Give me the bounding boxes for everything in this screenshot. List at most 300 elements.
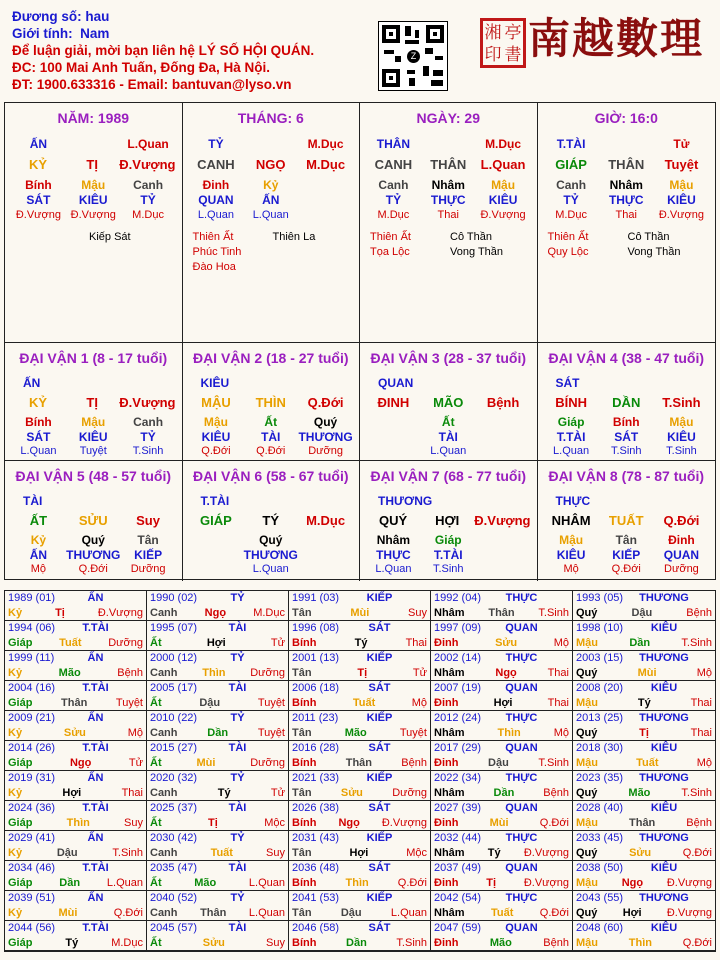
dai-van-title: ĐẠI VẬN 5 (48 - 57 tuổi) [15, 468, 172, 484]
year-label: 2002 (14) [434, 652, 482, 664]
dai-van-can-chi-cell: TUẤT [608, 513, 644, 528]
dai-van-can-chi-cell: HỢI [435, 513, 460, 528]
year-cell [5, 711, 147, 741]
dai-van-can-chi-cell: Q.Đới [663, 513, 700, 528]
year-cell [5, 741, 147, 771]
dai-van-hidden-cell: Mậu [203, 415, 228, 429]
dai-van-gods-cell: THỰC [376, 548, 411, 562]
year-cell [573, 591, 715, 621]
year-branch: Tị [357, 667, 368, 679]
pillar-hidden-gods [366, 193, 531, 207]
star-right: Vong Thần [627, 246, 681, 258]
year-cell [289, 651, 431, 681]
year-branch: Tý [487, 847, 501, 859]
year-ganzhi [576, 757, 712, 769]
year-stage: M.Dục [253, 607, 285, 619]
year-stage: Q.Đới [539, 907, 569, 919]
year-branch: Mùi [58, 907, 78, 919]
pillar-top-god-cell: TỶ [208, 137, 224, 151]
year-cell [147, 771, 289, 801]
dai-van-stages [189, 563, 354, 575]
dai-van-stages-cell: Mộ [563, 563, 579, 575]
dai-van-stages-cell: Mộ [30, 563, 47, 575]
year-stage: Thai [547, 697, 569, 709]
year-stem: Quý [576, 727, 598, 739]
year-god: THƯƠNG [639, 592, 689, 604]
dai-van-hidden [11, 415, 176, 429]
year-ganzhi [292, 787, 427, 799]
year-branch: Dần [629, 637, 651, 649]
pillar-hidden-gods-cell: THỰC [608, 193, 644, 207]
dai-van-stages [189, 445, 354, 457]
dai-van-cell [183, 343, 361, 461]
year-stage: Tuyệt [257, 697, 285, 709]
year-cell [289, 801, 431, 831]
year-branch: Dậu [199, 697, 221, 709]
dai-van-title: ĐẠI VẬN 2 (18 - 27 tuổi) [192, 350, 349, 366]
year-stage: Thai [405, 637, 427, 649]
year-stage: Thai [690, 697, 712, 709]
dai-van-title: ĐẠI VẬN 4 (38 - 47 tuổi) [548, 350, 705, 366]
brand-logo: 南越數理 [528, 14, 705, 63]
year-ganzhi [8, 817, 143, 829]
star-left: Tọa Lộc [370, 246, 410, 258]
pillar-can-chi [544, 157, 710, 172]
year-stem: Ất [150, 817, 162, 829]
dai-van-can-chi-cell: M.Dục [306, 513, 346, 528]
year-god: KIẾP [366, 892, 393, 904]
year-label: 2039 (51) [8, 892, 56, 904]
year-god: THƯƠNG [639, 772, 689, 784]
dai-van-cell [360, 343, 538, 461]
year-branch: Tuất [352, 697, 376, 709]
year-branch: Mão [628, 787, 651, 799]
dai-van-gods [366, 430, 531, 444]
year-god: SÁT [368, 862, 391, 874]
year-god: TÀI [228, 802, 247, 814]
year-label: 2003 (15) [576, 652, 624, 664]
year-branch: Hợi [493, 697, 513, 709]
dai-van-stages [11, 563, 176, 575]
year-branch: Ngọ [69, 757, 92, 769]
year-ganzhi [576, 607, 712, 619]
pillar-hidden-stems-cell: Nhâm [609, 178, 643, 192]
year-label: 2046 (58) [292, 922, 340, 934]
dai-van-hidden-cell: Ất [264, 415, 278, 429]
pillar-can-chi-cell: NGỌ [255, 157, 286, 172]
year-ganzhi [576, 937, 712, 949]
pillar-hidden-stems [366, 178, 531, 192]
dai-van-stages [366, 445, 531, 457]
year-stem: Giáp [8, 757, 33, 769]
year-god: TỶ [230, 832, 245, 844]
year-stem: Tân [292, 667, 312, 679]
year-cell [431, 621, 573, 651]
year-label: 1994 (06) [8, 622, 56, 634]
pillar-top-god-cell: M.Dục [485, 137, 522, 151]
year-stage: Bệnh [686, 817, 712, 829]
dai-van-gods [11, 430, 176, 444]
year-label: 2020 (32) [150, 772, 198, 784]
pillar-hidden-stems [11, 178, 176, 192]
year-branch: Ngọ [204, 607, 227, 619]
year-cell [5, 621, 147, 651]
dai-van-can-chi [544, 513, 710, 528]
dai-van-stages-cell: L.Quan [430, 445, 467, 457]
dai-van-can-chi-cell: T.Sinh [662, 395, 701, 410]
year-stage: Bệnh [117, 667, 143, 679]
year-stage: Tuyệt [399, 727, 427, 739]
year-cell [147, 681, 289, 711]
dai-van-god: KIÊU [200, 376, 230, 390]
dai-van-gods-cell: KIÊU [201, 430, 231, 444]
year-label: 2024 (36) [8, 802, 56, 814]
year-label: 2034 (46) [8, 862, 56, 874]
pillar-stages-cell: M.Dục [555, 209, 587, 221]
dai-van-can-chi-cell: DẦN [612, 395, 641, 410]
pillar-cell [538, 103, 716, 343]
year-label: 2005 (17) [150, 682, 198, 694]
dai-van-god: T.TÀI [200, 494, 230, 508]
year-ganzhi [292, 817, 427, 829]
year-branch: Thìn [202, 667, 226, 679]
year-stage: Mộ [411, 697, 427, 709]
dai-van-gods-cell: KIÊU [667, 430, 696, 444]
year-stage: L.Quan [390, 907, 427, 919]
year-cell [431, 711, 573, 741]
year-stem: Canh [150, 607, 178, 619]
dai-van-hidden-cell: Kỷ [30, 533, 47, 547]
pillar-stages [189, 209, 354, 221]
pillar-stages-cell: Đ.Vượng [658, 209, 704, 221]
dai-van-cell [538, 343, 716, 461]
year-stem: Ất [150, 937, 162, 949]
dai-van-cell [538, 461, 716, 581]
dai-van-hidden-cell: Bính [25, 415, 52, 429]
year-stage: Mộc [264, 817, 285, 829]
dai-van-cell [183, 461, 361, 581]
year-label: 1992 (04) [434, 592, 482, 604]
year-ganzhi [292, 847, 427, 859]
year-branch: Dậu [340, 907, 362, 919]
dai-van-title: ĐẠI VẬN 7 (68 - 77 tuổi) [370, 468, 527, 484]
year-god: QUAN [505, 922, 538, 934]
year-ganzhi [8, 907, 143, 919]
pillar-top-god [11, 137, 176, 151]
year-branch: Dậu [488, 757, 509, 769]
dai-van-can-chi-cell: BÍNH [555, 395, 587, 410]
year-label: 2037 (49) [434, 862, 482, 874]
year-cell [289, 831, 431, 861]
year-stem: Quý [576, 607, 598, 619]
year-branch: Hợi [62, 787, 82, 799]
dai-van-hidden-cell: Quý [81, 533, 105, 547]
year-stage: Thai [121, 787, 143, 799]
year-stem: Kỷ [8, 727, 23, 739]
year-stem: Ất [150, 697, 162, 709]
dai-van-can-chi-cell: Đ.Vượng [119, 395, 176, 410]
year-label: 2008 (20) [576, 682, 624, 694]
year-label: 2022 (34) [434, 772, 482, 784]
pillar-top-god [366, 137, 531, 151]
year-stage: T.Sinh [112, 847, 143, 859]
owner-line: Đương số: hau [12, 9, 110, 24]
year-branch: Hợi [206, 637, 226, 649]
year-cell [431, 921, 573, 951]
year-ganzhi [576, 637, 712, 649]
dai-van-stages-cell: T.Sinh [132, 445, 164, 457]
dai-van-gods-cell [189, 548, 244, 562]
year-god: QUAN [505, 682, 538, 694]
year-stem: Tân [292, 727, 312, 739]
dai-van-title: ĐẠI VẬN 1 (8 - 17 tuổi) [19, 350, 168, 366]
year-god: THƯƠNG [639, 892, 689, 904]
year-stem: Kỷ [8, 847, 23, 859]
year-ganzhi [150, 697, 285, 709]
year-ganzhi [292, 877, 427, 889]
dai-van-stages-cell: Tuyệt [79, 445, 107, 457]
pillar-top-god-cell: M.Dục [307, 137, 344, 151]
year-stage: Đ.Vượng [97, 607, 143, 619]
year-ganzhi [8, 607, 143, 619]
dai-van-can-chi-cell: ĐINH [377, 395, 410, 410]
pillar-stages-cell: M.Dục [132, 209, 164, 221]
pillar-can-chi-cell: M.Dục [306, 157, 346, 172]
dai-van-gods-cell: T.TÀI [556, 430, 586, 444]
year-stage: Bệnh [401, 757, 427, 769]
year-god: QUAN [505, 742, 538, 754]
dai-van-gods-cell [298, 548, 353, 562]
dai-van-gods-cell: ẤN [29, 548, 48, 562]
star-left: Phúc Tinh [192, 246, 242, 258]
pillar-can-chi-cell: Đ.Vượng [119, 157, 176, 172]
dai-van-stages-cell [476, 563, 531, 575]
year-stage: Bệnh [686, 607, 712, 619]
star-left: Thiên Ất [370, 231, 411, 243]
dai-van-gods-cell: TỶ [140, 430, 156, 444]
year-label: 2047 (59) [434, 922, 482, 934]
year-branch: Mão [58, 667, 81, 679]
year-god: SÁT [368, 682, 391, 694]
dai-van-hidden-cell: Nhâm [376, 533, 411, 547]
year-cell [147, 861, 289, 891]
owner-name: hau [85, 9, 110, 24]
year-ganzhi [8, 937, 143, 949]
year-cell [147, 591, 289, 621]
year-branch: Thìn [628, 937, 652, 949]
year-ganzhi [576, 907, 712, 919]
dai-van-gods-cell [476, 548, 531, 562]
year-stage: L.Quan [248, 877, 285, 889]
qr-code[interactable] [378, 21, 448, 91]
year-branch: Thân [488, 607, 515, 619]
year-label: 2006 (18) [292, 682, 340, 694]
year-label: 2045 (57) [150, 922, 198, 934]
pillar-can-chi-cell: TỊ [86, 157, 98, 172]
year-stem: Ất [150, 637, 162, 649]
gender-value: Nam [80, 26, 110, 41]
year-cell [289, 921, 431, 951]
year-ganzhi [8, 727, 143, 739]
year-god: THỰC [505, 892, 538, 904]
dai-van-gods-cell: THƯƠNG [298, 430, 353, 444]
year-branch: Dần [59, 877, 81, 889]
year-ganzhi [434, 937, 569, 949]
dai-van-hidden-cell: Quý [259, 533, 283, 547]
year-cell [573, 861, 715, 891]
year-cell [289, 771, 431, 801]
star-left: Thiên Ất [547, 231, 589, 243]
year-stage: Q.Đới [682, 847, 712, 859]
year-ganzhi [150, 787, 285, 799]
dai-van-can-chi-cell: SỬU [78, 513, 108, 528]
pillar-top-god-cell [421, 137, 476, 151]
year-god: SÁT [368, 922, 391, 934]
year-branch: Thân [629, 817, 656, 829]
pillar-can-chi-cell: CANH [197, 157, 235, 172]
year-branch: Tý [217, 787, 231, 799]
year-stem: Canh [150, 847, 178, 859]
year-god: KIẾP [366, 652, 393, 664]
dai-van-hidden-cell: Giáp [557, 415, 585, 429]
pillar-hidden-stems [544, 178, 710, 192]
year-cell [431, 651, 573, 681]
year-cell [289, 681, 431, 711]
year-god: THƯƠNG [639, 652, 689, 664]
year-branch: Mão [344, 727, 367, 739]
year-ganzhi [8, 847, 143, 859]
dai-van-stages-cell [366, 445, 421, 457]
year-god: THỰC [505, 592, 538, 604]
year-stem: Quý [576, 787, 598, 799]
pillar-top-god-cell: ẤN [29, 137, 48, 151]
year-ganzhi [576, 877, 712, 889]
year-cell [431, 681, 573, 711]
year-stem: Đinh [434, 877, 459, 889]
year-cell [573, 921, 715, 951]
year-branch: Tị [486, 877, 497, 889]
year-stem: Mậu [576, 697, 598, 709]
star-right: Thiên La [272, 231, 316, 243]
dai-van-hidden-cell: Tân [615, 533, 637, 547]
pillar-can-chi-cell: L.Quan [480, 157, 526, 172]
year-label: 2031 (43) [292, 832, 340, 844]
pillar-cell [360, 103, 538, 343]
dai-van-can-chi-cell: THÌN [255, 395, 286, 410]
dai-van-title: ĐẠI VẬN 6 (58 - 67 tuổi) [192, 468, 349, 484]
year-cell [573, 771, 715, 801]
pillar-stages-cell: Đ.Vượng [480, 209, 526, 221]
year-god: TÀI [228, 922, 247, 934]
year-stem: Canh [150, 907, 178, 919]
year-label: 2016 (28) [292, 742, 340, 754]
year-cell [431, 831, 573, 861]
year-stem: Tân [292, 607, 312, 619]
year-stem: Ất [150, 877, 162, 889]
year-god: KIÊU [650, 622, 678, 634]
year-stage: Tử [270, 787, 285, 799]
dai-van-gods-cell: T.TÀI [433, 548, 463, 562]
year-branch: Tị [639, 727, 649, 739]
year-god: ẤN [87, 652, 104, 664]
year-stem: Tân [292, 907, 312, 919]
dai-van-god: QUAN [378, 376, 414, 390]
year-branch: Thân [200, 907, 227, 919]
dai-van-hidden [366, 415, 531, 429]
dai-van-title: ĐẠI VẬN 8 (78 - 87 tuổi) [548, 468, 705, 484]
pillar-hidden-stems-cell [298, 178, 353, 192]
pillar-can-chi-cell: Tuyệt [664, 157, 699, 172]
dai-van-can-chi [11, 513, 176, 528]
year-god: TÀI [228, 622, 247, 634]
dai-van-hidden-cell: Giáp [434, 533, 462, 547]
pillar-top-god-cell [66, 137, 121, 151]
year-stem: Bính [292, 637, 317, 649]
year-branch: Tuất [210, 847, 233, 859]
year-cell [431, 861, 573, 891]
year-branch: Ngọ [495, 667, 517, 679]
gender-line: Giới tính: Nam [12, 26, 110, 41]
year-stem: Ất [150, 757, 162, 769]
year-cell [147, 651, 289, 681]
dai-van-can-chi-cell: QUÝ [378, 513, 408, 528]
dai-van-can-chi-cell: TỊ [86, 395, 98, 410]
year-stage: Suy [408, 607, 427, 619]
pillar-hidden-stems-cell: Đinh [202, 178, 230, 192]
year-god: T.TÀI [82, 802, 109, 814]
year-branch: Mùi [637, 667, 657, 679]
year-branch: Dậu [631, 607, 653, 619]
year-label: 1991 (03) [292, 592, 340, 604]
dai-van-hidden-cell: Mậu [559, 533, 584, 547]
dai-van-hidden [544, 533, 710, 547]
pillar-can-chi [189, 157, 354, 172]
dai-van-god: THƯƠNG [378, 494, 433, 508]
year-ganzhi [150, 847, 285, 859]
year-branch: Sửu [63, 727, 86, 739]
year-stage: Tử [128, 757, 143, 769]
year-cell [573, 711, 715, 741]
year-label: 2028 (40) [576, 802, 624, 814]
year-ganzhi [292, 907, 427, 919]
year-branch: Mùi [196, 757, 216, 769]
year-branch: Ngọ [338, 817, 360, 829]
year-ganzhi [434, 757, 569, 769]
pillar-title: THÁNG: 6 [237, 110, 304, 126]
year-cell [573, 741, 715, 771]
seal-stamp: 湘 亭 印 書 [480, 18, 526, 68]
year-branch: Sửu [495, 637, 518, 649]
year-branch: Dần [493, 787, 515, 799]
pillar-hidden-gods [11, 193, 176, 207]
year-stem: Bính [292, 757, 317, 769]
year-ganzhi [150, 667, 285, 679]
year-stage: Mộ [553, 637, 569, 649]
year-stem: Nhâm [434, 847, 465, 859]
pillar-can-chi-cell: GIÁP [555, 157, 587, 172]
year-ganzhi [434, 817, 569, 829]
year-cell [5, 801, 147, 831]
year-ganzhi [8, 877, 143, 889]
year-label: 1989 (01) [8, 592, 56, 604]
year-ganzhi [576, 787, 712, 799]
dai-van-hidden-cell: Ất [441, 415, 455, 429]
year-ganzhi [434, 847, 569, 859]
dai-van-gods-cell: QUAN [663, 548, 700, 562]
dai-van-gods-cell: TÀI [261, 430, 281, 444]
year-stem: Nhâm [434, 907, 465, 919]
year-label: 2009 (21) [8, 712, 56, 724]
